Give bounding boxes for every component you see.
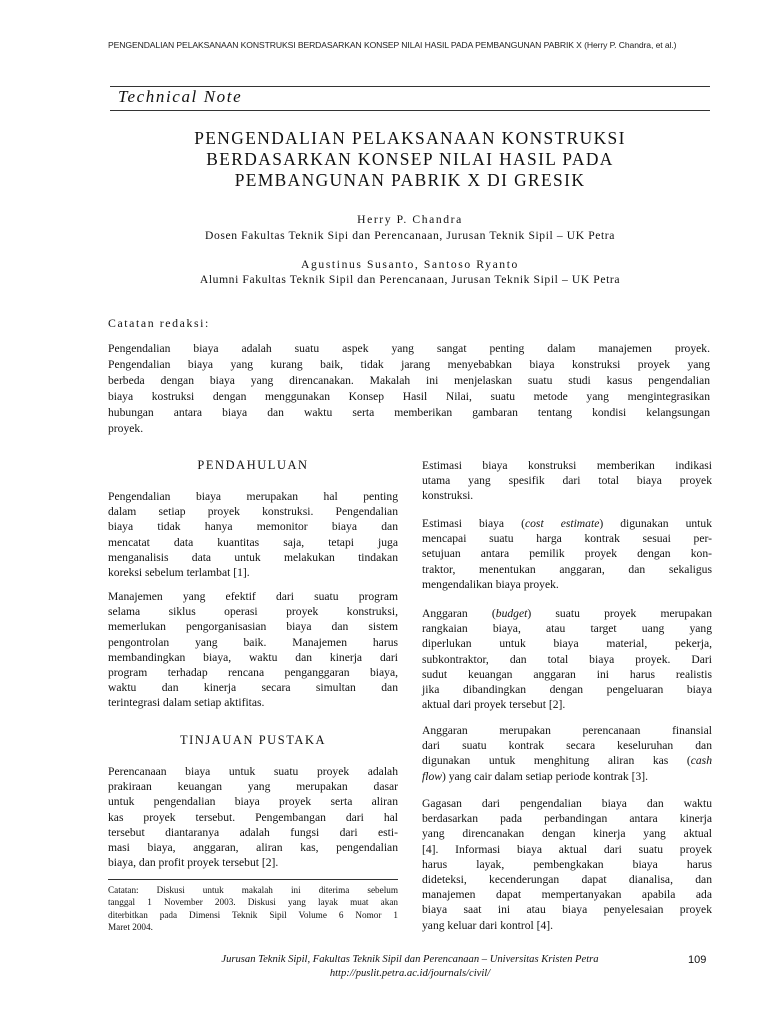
- paragraph-line: tersebut diantaranya adalah fungsi dari esti-: [108, 825, 398, 839]
- heading-tinjauan-pustaka: TINJAUAN PUSTAKA: [179, 733, 327, 747]
- paragraph-line: yang keluar dari kontrol [4].: [422, 918, 554, 932]
- paragraph-line: [422, 516, 712, 531]
- paragraph-line: program terhadap rencana penganggaran biaya,: [108, 665, 398, 679]
- paragraph-line: subkontraktor, dan total biaya proyek. Dari: [422, 652, 712, 666]
- paragraph-line: Anggaran merupakan perencanaan finansial: [422, 724, 712, 737]
- paragraph-line: berdasarkan pada perbandingan antara kinerja: [422, 812, 712, 826]
- paragraph-line: kas proyek tersebut. Pengembangan dari hal: [108, 810, 398, 824]
- paragraph-line: Perencanaan biaya untuk suatu proyek adalah: [108, 765, 398, 778]
- paragraph-line: [422, 606, 712, 621]
- paragraph-line: [422, 753, 712, 768]
- author-affiliation: Dosen Fakultas Teknik Sipi dan Perencanaan, Jurusan Teknik Sipil – UK Petra: [204, 229, 616, 242]
- paragraph-line: membandingkan biaya, waktu dan kinerja dari: [108, 650, 398, 664]
- paragraph-line: biaya tidak hanya memonitor biaya dan: [108, 520, 398, 534]
- paragraph-line: Gagasan dari pengendalian biaya dan waktu: [422, 797, 712, 810]
- section-rule-bottom: [110, 110, 710, 111]
- paragraph-line: pengontrolan yang baik. Manajemen harus: [108, 635, 398, 649]
- paragraph-line: Manajemen yang efektif dari suatu program: [108, 590, 398, 603]
- paragraph-line: dideteksi, kecenderungan dapat dianalisa, dan: [422, 872, 712, 886]
- term-italic: cash: [690, 754, 712, 768]
- paragraph-line: harus layak, pembengkakan biaya harus: [422, 857, 712, 871]
- title-line: PENGENDALIAN PELAKSANAAN KONSTRUKSI: [194, 128, 626, 148]
- text-run: digunakan untuk menghitung aliran kas (: [422, 754, 691, 768]
- author-affiliation: Alumni Fakultas Teknik Sipil dan Perencanaan, Jurusan Teknik Sipil – UK Petra: [199, 273, 621, 286]
- footnote-line: Maret 2004.: [108, 922, 153, 933]
- footnote: [108, 884, 398, 934]
- paragraph-line: biaya saat ini atau biaya penyelesaian proyek: [422, 903, 712, 917]
- paragraph-line: aktual dari proyek tersebut [2].: [422, 698, 566, 712]
- paragraph-line: koreksi sebelum terlambat [1].: [108, 565, 250, 579]
- title-line: PEMBANGUNAN PABRIK X DI GRESIK: [234, 170, 586, 190]
- term-italic: flow: [422, 769, 442, 783]
- paragraph-line: diperlukan untuk biaya material, pekerja,: [422, 637, 712, 651]
- paragraph-line: mencatat data kuantitas saja, tetapi juga: [108, 535, 398, 549]
- author-name: Agustinus Susanto, Santoso Ryanto: [301, 258, 519, 271]
- paper-title: [110, 128, 710, 191]
- title-line: BERDASARKAN KONSEP NILAI HASIL PADA: [206, 149, 614, 169]
- editor-note-label: Catatan redaksi:: [108, 316, 210, 330]
- heading-pendahuluan: PENDAHULUAN: [197, 458, 309, 472]
- footer-url[interactable]: http://puslit.petra.ac.id/journals/civil/: [329, 968, 491, 979]
- footnote-rule: [108, 879, 398, 880]
- cash-flow-paragraph: [422, 723, 712, 784]
- paragraph-line: konstruksi.: [422, 489, 474, 503]
- paragraph-line: biaya, dan profit proyek tersebut [2].: [108, 856, 279, 870]
- paragraph-line: memerlukan pengorganisasian biaya dan sistem: [108, 620, 398, 634]
- abstract-line: hubungan antara biaya dan waktu serta memberikan gambaran tentang kondisi kelangsungan: [108, 406, 710, 419]
- paragraph-line: Pengendalian biaya merupakan hal penting: [108, 490, 398, 503]
- paragraph-line: yang direncanakan dengan kinerja yang aktual: [422, 827, 712, 841]
- paragraph-line: dari suatu kontrak secara keseluruhan dan: [422, 739, 712, 753]
- text-run: Estimasi biaya (: [422, 517, 525, 530]
- paragraph-line: untuk pengendalian biaya proyek serta aliran: [108, 795, 398, 809]
- paragraph-line: mengendalikan biaya proyek.: [422, 577, 559, 591]
- text-run: ) suatu proyek merupakan: [527, 607, 712, 620]
- paragraph-line: sudut keuangan anggaran ini harus realistis: [422, 667, 712, 681]
- paragraph-line: utama yang spesifik dari total biaya proyek: [422, 474, 712, 488]
- estimate-paragraph: [422, 458, 712, 504]
- paragraph-line: rangkaian biaya, atau target uang yang: [422, 622, 712, 636]
- footnote-line: tanggal 1 November 2003. Diskusi yang layak muat akan: [108, 897, 398, 908]
- footnote-line: diterbitkan pada Dimensi Teknik Sipil Volume 6 Nomor 1: [108, 909, 398, 920]
- paragraph-line: dalam setiap proyek konstruksi. Pengendalian: [108, 505, 398, 519]
- abstract-line: berbeda dengan biaya yang direncanakan. Makalah ini menjelaskan suatu studi kasus pengendalian: [108, 374, 710, 387]
- cost-estimate-paragraph: [422, 516, 712, 592]
- footer-institution: Jurusan Teknik Sipil, Fakultas Teknik Sipil dan Perencanaan – Universitas Kristen Petra: [221, 954, 599, 965]
- term-italic: cost estimate: [524, 517, 600, 530]
- text-run: ) digunakan untuk: [599, 517, 712, 530]
- paragraph-line: jika dibandingkan dengan pengeluaran biaya: [422, 682, 712, 696]
- author-name: Herry P. Chandra: [357, 213, 463, 226]
- paragraph-line: manajemen dapat mempertanyakan apabila ada: [422, 888, 712, 902]
- abstract-line: biaya kostruksi dengan menggunakan Konsep Hasil Nilai, suatu metode yang mengintegrasikan: [108, 390, 710, 403]
- page-number: 109: [688, 954, 707, 966]
- abstract: [108, 341, 710, 437]
- footnote-line: Catatan: Diskusi untuk makalah ini diterima sebelum: [108, 885, 398, 895]
- paragraph-line: traktor, menentukan anggaran, dan sekaligus: [422, 562, 712, 576]
- intro-paragraph-1: [108, 489, 398, 580]
- abstract-line: Pengendalian biaya adalah suatu aspek yang sangat penting dalam manajemen proyek.: [108, 342, 710, 355]
- paragraph-line: setujuan antara pemilik proyek dengan kon-: [422, 547, 712, 561]
- paragraph-line: [4]. Informasi biaya aktual dari suatu proyek: [422, 842, 712, 856]
- paragraph-line: waktu dan kinerja secara simultan dan: [108, 681, 398, 695]
- abstract-line: proyek.: [108, 422, 144, 435]
- paragraph-line: terintegrasi dalam setiap aktifitas.: [108, 696, 265, 710]
- paragraph-line: selama siklus operasi proyek konstruksi,: [108, 605, 398, 619]
- cost-control-paragraph: [422, 796, 712, 933]
- paragraph-line: prakiraan keuangan yang merupakan dasar: [108, 780, 398, 794]
- text-run: Anggaran (: [422, 607, 496, 620]
- term-italic: budget: [495, 607, 528, 620]
- paragraph-line: mencapai suatu harga kontrak sesuai per-: [422, 532, 712, 546]
- running-header: PENGENDALIAN PELAKSANAAN KONSTRUKSI BERDASARKAN KONSEP NILAI HASIL PADA PEMBANGUNAN PABRIK X (Herry P. Chandra, et al.): [108, 40, 677, 50]
- paragraph-line: [422, 769, 712, 784]
- budget-paragraph: [422, 606, 712, 712]
- paragraph-line: Estimasi biaya konstruksi memberikan indikasi: [422, 459, 712, 472]
- intro-paragraph-2: [108, 589, 398, 711]
- section-label: Technical Note: [118, 87, 243, 106]
- paragraph-line: masi biaya, anggaran, aliran kas, pengendalian: [108, 840, 398, 854]
- abstract-line: Pengendalian biaya yang kurang baik, tidak jarang menyebabkan biaya konstruksi proyek yang: [108, 358, 710, 371]
- text-run: ) yang cair dalam setiap periode kontrak [3].: [441, 769, 649, 783]
- review-paragraph-1: [108, 764, 398, 870]
- paragraph-line: menganalisis data untuk melakukan tindakan: [108, 550, 398, 564]
